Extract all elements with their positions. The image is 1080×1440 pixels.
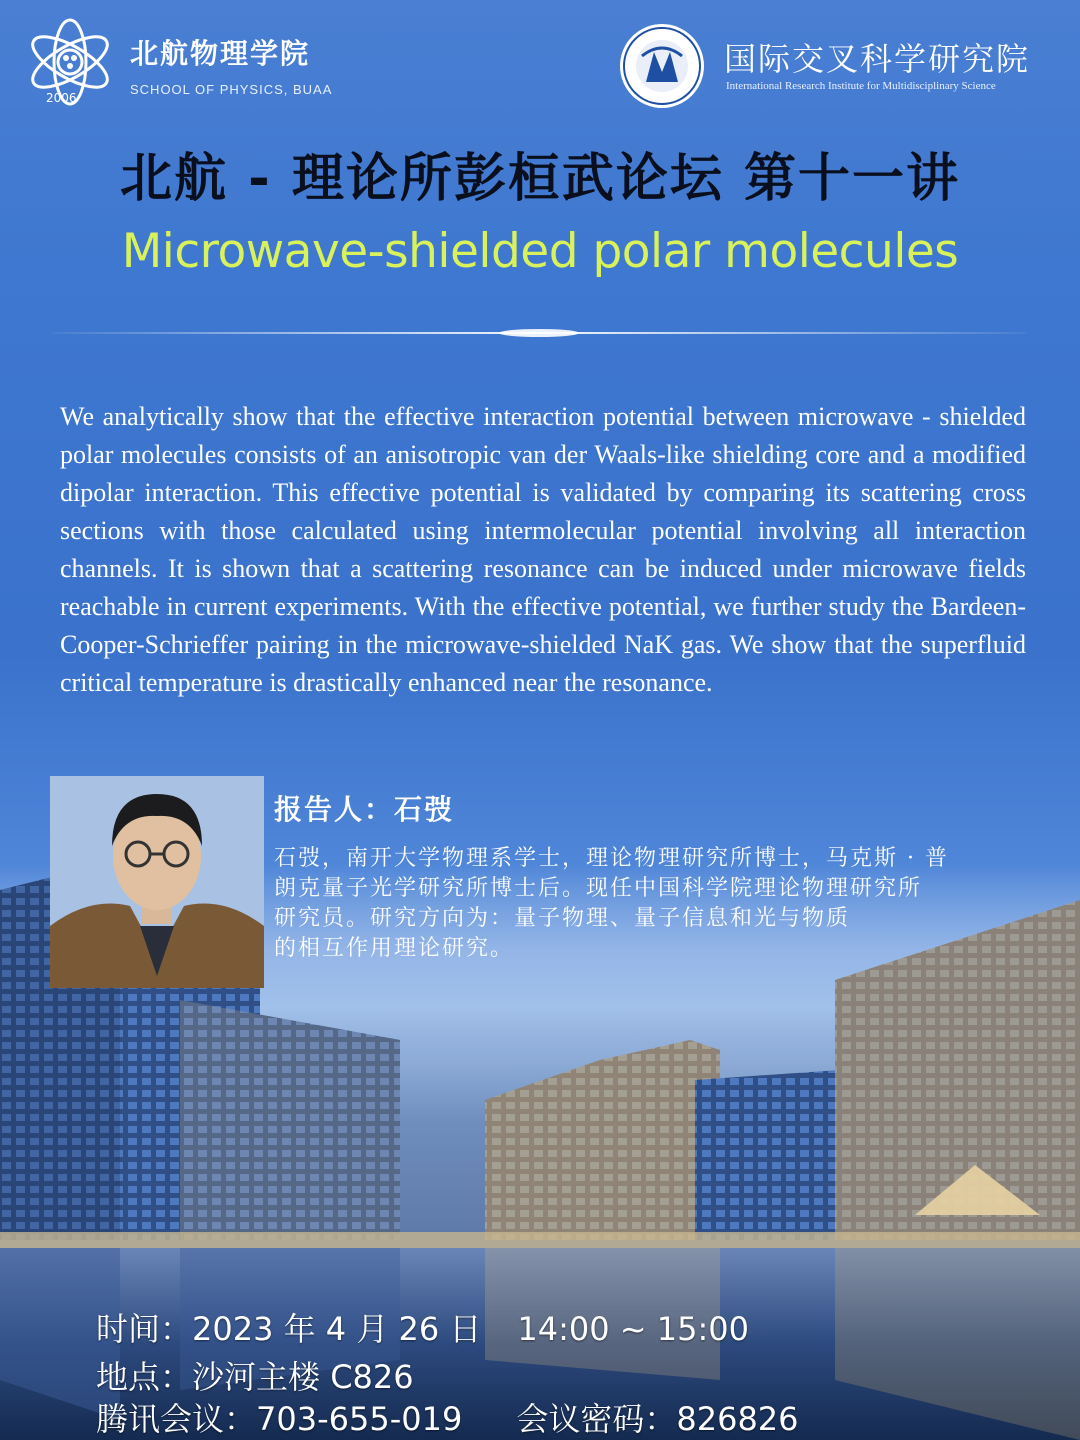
institute-seal-icon xyxy=(618,22,706,110)
bio-line: 研究员。研究方向为：量子物理、量子信息和光与物质 xyxy=(274,906,851,931)
meeting-label: 腾讯会议： xyxy=(96,1400,257,1438)
institute-name-cn: 国际交叉科学研究院 xyxy=(724,40,1031,78)
abstract-text: We analytically show that the effective interaction potential between microwave - shielded polar molecules consists of an anisotropic van der Waals-like shielding core and a modified dipolar interaction. This effective potential is validated by comparing its scattering cross sections with those calculated using intermolecular potential involving all interaction channels. It is shown that a scattering resonance can be induced under microwave fields reachable in current experiments. With the effective potential, we further study the Bardeen-Cooper-Schrieffer pairing in the microwave-shielded NaK gas. We show that the superfluid critical temperature is drastically enhanced near the resonance. xyxy=(60,402,1026,697)
speaker-bio xyxy=(274,844,1014,964)
time-value: 2023 年 4 月 26 日 xyxy=(192,1310,482,1348)
event-meeting xyxy=(96,1394,799,1440)
speaker-label: 报告人：石弢 xyxy=(274,793,455,826)
school-logo xyxy=(22,18,342,108)
time-range: 14:00 ~ 15:00 xyxy=(517,1310,749,1348)
bio-line: 石弢，南开大学物理系学士，理论物理研究所博士，马克斯 · 普 xyxy=(274,846,949,871)
bio-line: 朗克量子光学研究所博士后。现任中国科学院理论物理研究所 xyxy=(274,876,923,901)
bio-line: 的相互作用理论研究。 xyxy=(274,936,515,961)
meeting-id: 703-655-019 xyxy=(256,1400,463,1438)
atom-logo-icon xyxy=(22,18,122,108)
time-label: 时间： xyxy=(96,1310,193,1348)
password-label: 会议密码： xyxy=(516,1400,677,1438)
talk-title-en: Microwave-shielded polar molecules xyxy=(121,224,959,279)
sparkle-divider-icon xyxy=(52,326,1026,340)
school-name-cn: 北航物理学院 xyxy=(130,37,311,70)
institute-name-en: International Research Institute for Multidisciplinary Science xyxy=(726,80,996,92)
place-value: 沙河主楼 C826 xyxy=(192,1358,414,1396)
speaker-photo xyxy=(50,776,264,988)
institute-logo xyxy=(618,18,1068,108)
event-time xyxy=(96,1304,749,1350)
password-value: 826826 xyxy=(676,1400,799,1438)
place-label: 地点： xyxy=(96,1358,193,1396)
logo-year: 2006 xyxy=(46,91,77,105)
school-name-en: SCHOOL OF PHYSICS, BUAA xyxy=(130,82,333,97)
forum-title-cn: 北航 - 理论所彭桓武论坛 第十一讲 xyxy=(120,149,960,209)
event-place xyxy=(96,1352,414,1398)
